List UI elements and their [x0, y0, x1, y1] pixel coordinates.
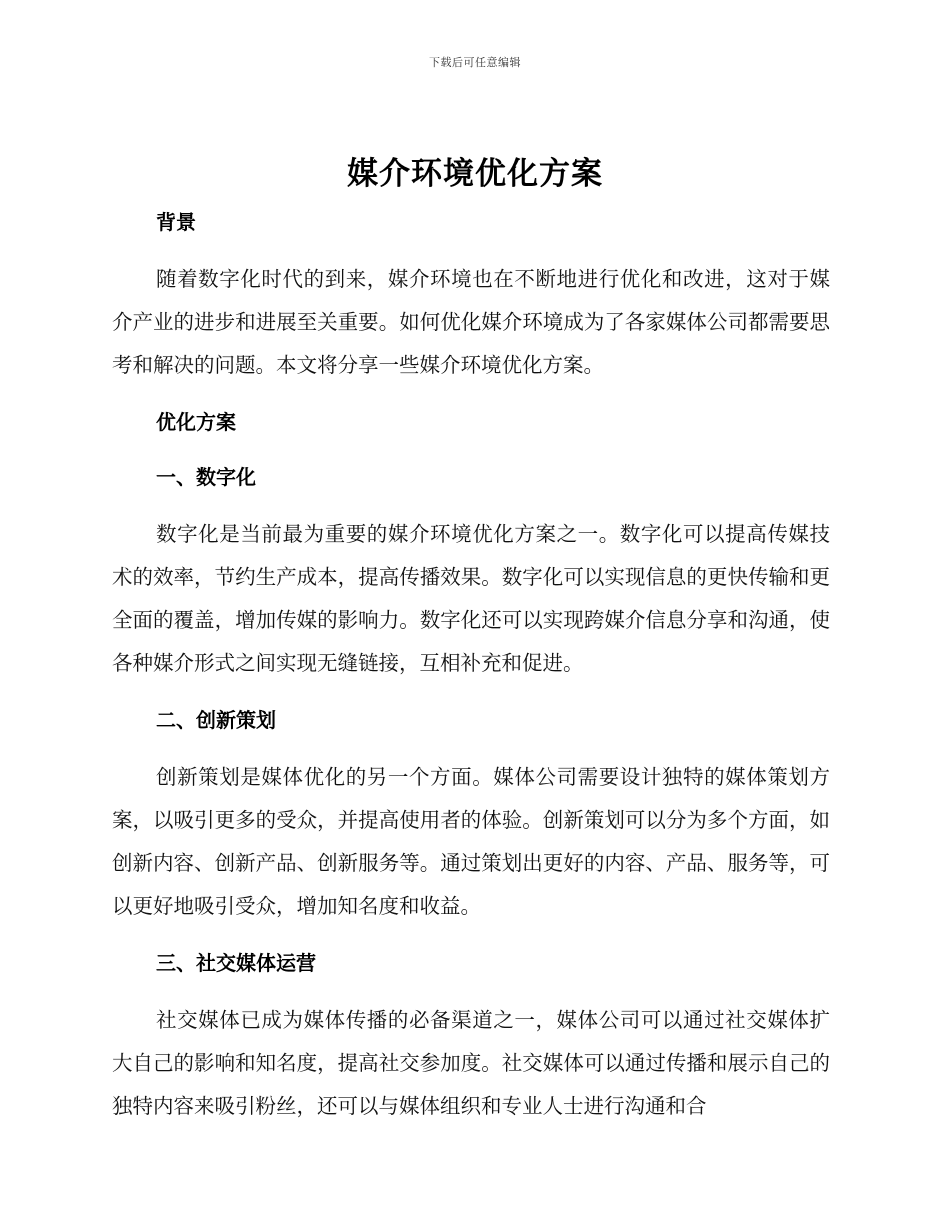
header-note: 下载后可任意编辑 — [429, 56, 521, 69]
subsection-heading-digitalization: 一、数字化 — [156, 465, 256, 489]
document-title: 媒介环境优化方案 — [347, 156, 603, 192]
subsection-heading-innovation: 二、创新策划 — [156, 708, 276, 732]
section-heading-plan: 优化方案 — [156, 410, 236, 434]
paragraph-social-media: 社交媒体已成为媒体传播的必备渠道之一，媒体公司可以通过社交媒体扩大自己的影响和知名度，提高社交参加度。社交媒体可以通过传播和展示自己的独特内容来吸引粉丝，还可以与媒体组织和专业人士进行沟通和合 — [112, 1008, 830, 1118]
subsection-heading-social-media: 三、社交媒体运营 — [156, 951, 316, 975]
document-body — [112, 205, 830, 1128]
paragraph-innovation: 创新策划是媒体优化的另一个方面。媒体公司需要设计独特的媒体策划方案，以吸引更多的受众，并提高使用者的体验。创新策划可以分为多个方面，如创新内容、创新产品、创新服务等。通过策划出更好的内容、产品、服务等，可以更好地吸引受众，增加知名度和收益。 — [112, 765, 830, 918]
paragraph-background: 随着数字化时代的到来，媒介环境也在不断地进行优化和改进，这对于媒介产业的进步和进展至关重要。如何优化媒介环境成为了各家媒体公司都需要思考和解决的问题。本文将分享一些媒介环境优化方案。 — [112, 267, 830, 377]
paragraph-digitalization: 数字化是当前最为重要的媒介环境优化方案之一。数字化可以提高传媒技术的效率，节约生产成本，提高传播效果。数字化可以实现信息的更快传输和更全面的覆盖，增加传媒的影响力。数字化还可以实现跨媒介信息分享和沟通，使各种媒介形式之间实现无缝链接，互相补充和促进。 — [112, 522, 830, 675]
section-heading-background: 背景 — [156, 210, 196, 234]
